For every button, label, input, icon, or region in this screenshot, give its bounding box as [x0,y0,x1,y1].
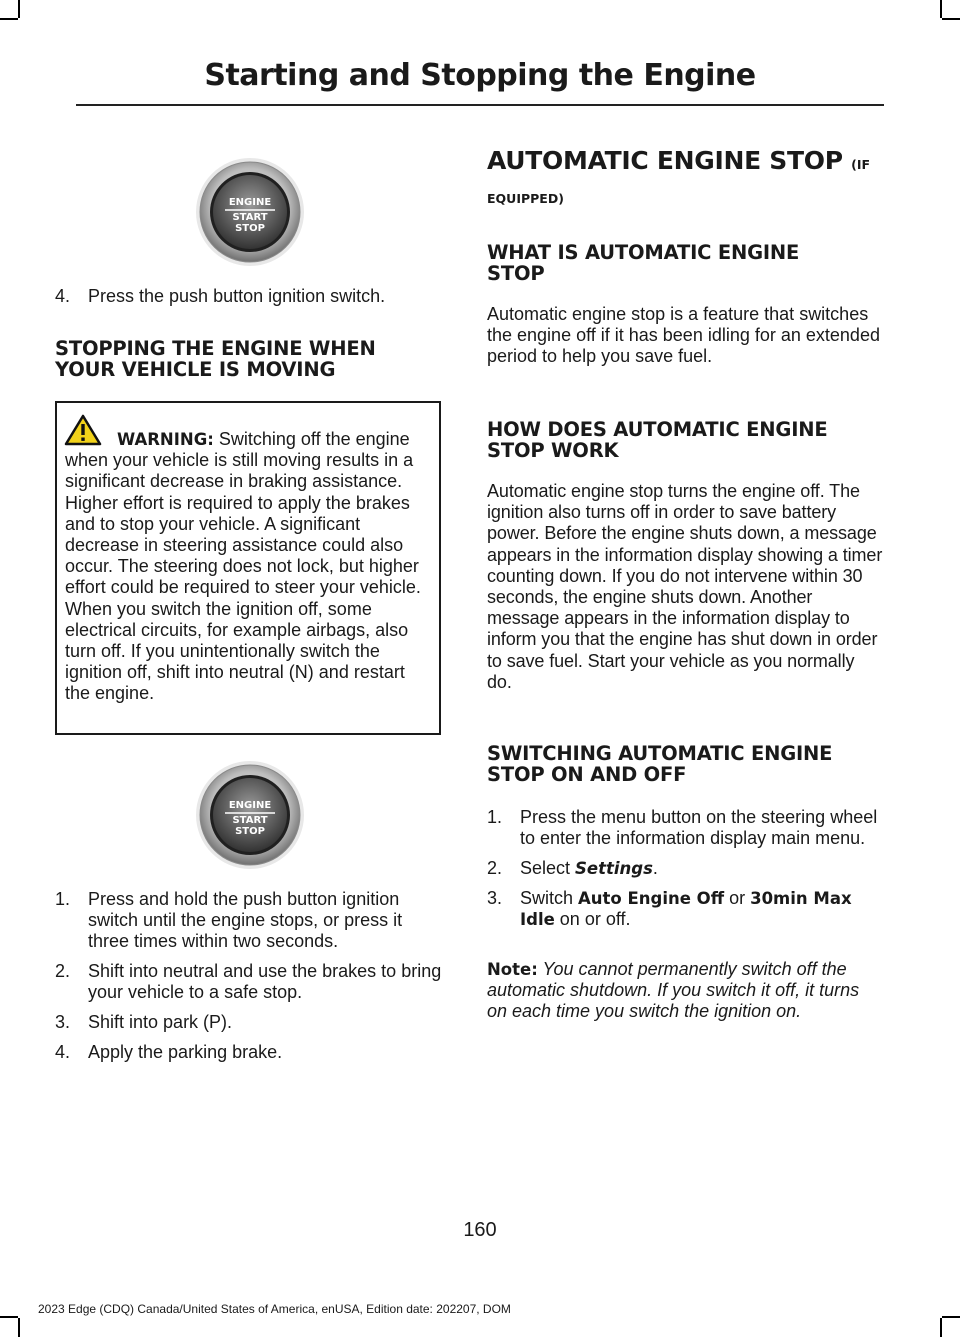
heading-text: AUTOMATIC ENGINE STOP [487,146,843,175]
section-heading-switching: SWITCHING AUTOMATIC ENGINE STOP ON AND OFF [487,742,833,786]
crop-mark [942,1316,960,1318]
crop-mark [940,0,942,18]
step-number: 2. [487,857,503,878]
crop-mark [18,1318,20,1337]
svg-text:START: START [232,815,268,826]
step-text: Press the push button ignition switch. [88,286,386,306]
step-text-mid: or [724,887,751,908]
step-text-end: . [652,857,658,878]
list-item [487,858,880,879]
edition-footer: 2023 Edge (CDQ) Canada/United States of America, enUSA, Edition date: 202207, DOM [38,1302,511,1316]
crop-mark [18,0,20,18]
engine-start-stop-icon [195,760,305,870]
list-item [55,1012,447,1033]
note-label: Note: [487,960,538,979]
warning-triangle-icon [64,414,102,446]
step-number: 3. [55,1012,71,1033]
list-item [55,1042,447,1063]
step-number: 1. [487,807,503,827]
warning-body: Switching off the engine when your vehicle is still moving results in a significant decrease in braking assistance. Higher effort is required to apply the brakes and to stop your vehicle. A significant decrease in steering assistance could also occur. The steering does not lock, but higher effort could be required to steer your vehicle. When you switch the ignition off, some electrical circuits, for example airbags, also turn off. If you unintentionally switch the ignition off, shift into neutral (N) and restart the engine. [65,429,421,704]
switching-step-list [487,807,880,939]
step-text: Shift into park (P). [88,1012,233,1033]
intro-step-list [55,286,447,316]
step-text: Shift into neutral and use the brakes to bring your vehicle to a safe stop. [88,961,442,1003]
warning-text [65,429,431,705]
crop-mark [0,1316,18,1318]
max-idle-label: 30min Max Idle [520,888,852,929]
step-number: 2. [55,961,71,982]
svg-text:ENGINE: ENGINE [228,197,272,208]
step-number: 1. [55,889,71,909]
section-heading-stopping: STOPPING THE ENGINE WHEN YOUR VEHICLE IS MOVING [55,337,376,381]
step-text-end: on or off. [554,908,631,929]
step-text: Press the menu button on the steering wheel to enter the information display main menu. [520,807,878,849]
page-number: 160 [463,1219,497,1241]
settings-menu-label: Settings [575,858,653,878]
warning-box [55,401,441,735]
crop-mark [0,18,18,20]
step-text: Switch [520,887,579,908]
how-it-works-paragraph: Automatic engine stop turns the engine off. The ignition also turns off in order to save battery power. Before the engine shuts down, a message appears in the information display showing a timer counting down. If you do not intervene within 30 seconds, the engine shuts down. Another message appears in the information display to inform you that the engine has shut down in order to save fuel. Start your vehicle as you normally do. [487,481,883,692]
svg-text:ENGINE: ENGINE [228,800,272,811]
warning-label: WARNING: [117,430,214,449]
step-number: 4. [55,1041,71,1062]
what-is-paragraph: Automatic engine stop is a feature that switches the engine off if it has been idling for an extended period to help you save fuel. [487,304,880,367]
list-item [487,888,880,930]
stopping-step-list [55,889,447,1071]
step-number: 3. [487,887,503,908]
section-heading-what-is: WHAT IS AUTOMATIC ENGINE STOP [487,241,800,285]
page-title: Starting and Stopping the Engine [204,58,756,93]
list-item [487,807,880,849]
auto-engine-off-label: Auto Engine Off [578,888,725,908]
heading-qualifier: (IF [851,157,871,172]
step-text: Press and hold the push button ignition switch until the engine stops, or press it three times within two seconds. [88,889,403,952]
step-text: Apply the parking brake. [88,1041,283,1062]
list-item [55,961,447,1003]
crop-mark [940,1318,942,1337]
crop-mark [942,18,960,20]
svg-text:STOP: STOP [235,223,265,234]
header-divider [76,104,884,106]
note-text: You cannot permanently switch off the automatic shutdown. If you switch it off, it turns on each time you switch the ignition on. [487,959,860,1022]
step-text: Select [520,857,576,878]
list-item [55,889,447,953]
svg-text:STOP: STOP [235,826,265,837]
list-item [55,286,447,307]
main-section-heading [487,146,887,180]
section-heading-how-it-works: HOW DOES AUTOMATIC ENGINE STOP WORK [487,418,828,462]
step-number: 4. [55,286,71,306]
engine-start-stop-icon [195,157,305,267]
heading-qualifier-continued: EQUIPPED) [487,191,564,206]
svg-text:START: START [232,212,268,223]
note-paragraph [487,959,880,1023]
